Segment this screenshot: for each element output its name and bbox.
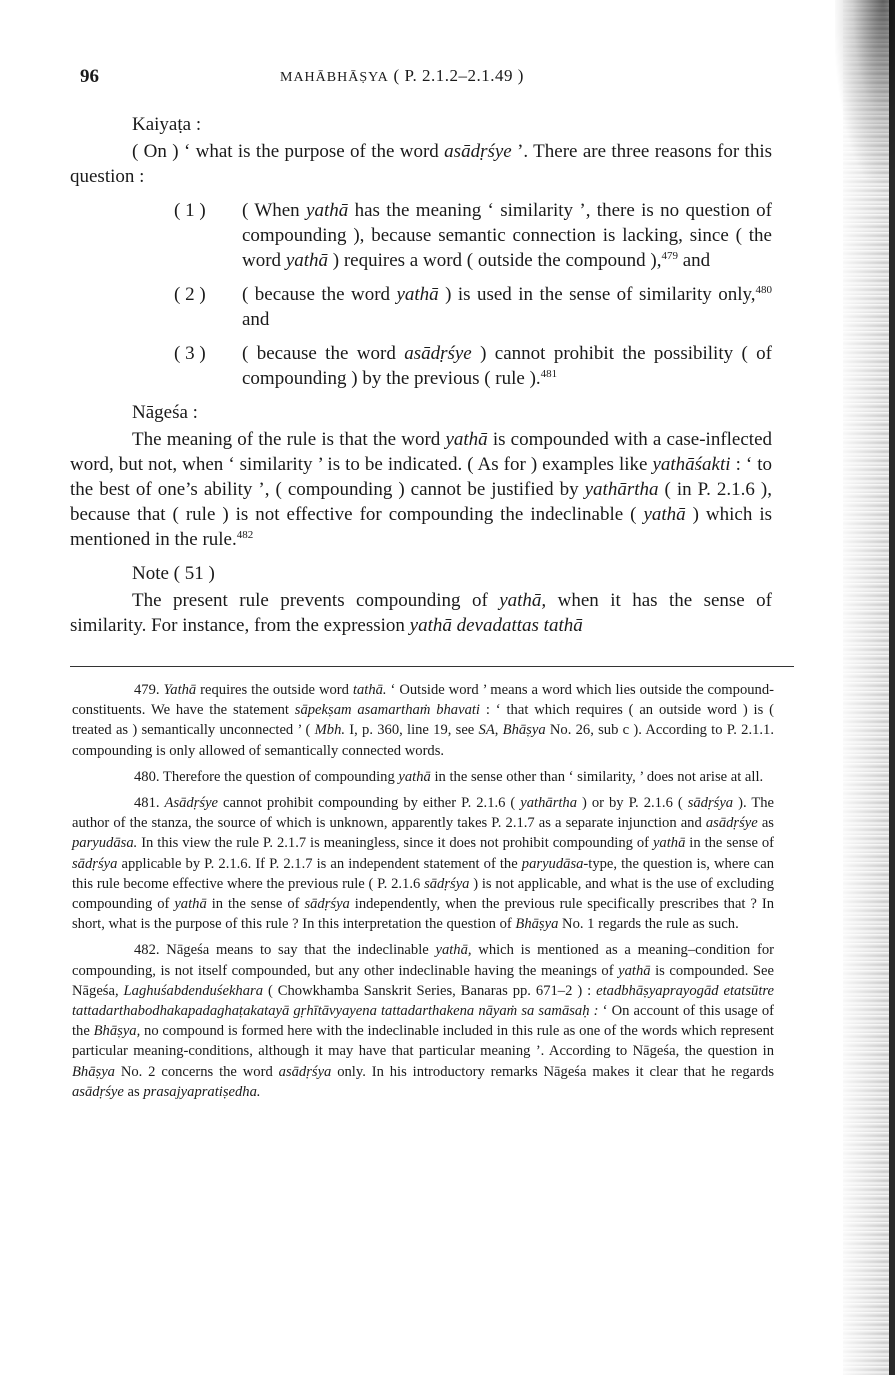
reason-item-3: ( 3 ) ( because the word asādṛśye ) cannot prohibit the possibility ( of compounding ) by the previous ( rule ).$^{481}$ xyxy=(174,343,772,389)
footnote-separator xyxy=(70,666,794,667)
footnote-ref: 482 xyxy=(236,529,254,541)
page-number: 96 xyxy=(80,66,99,87)
running-head xyxy=(80,66,780,92)
footnote-ref: 481 xyxy=(540,368,558,380)
footnote-481: 481. Asādṛśye cannot prohibit compounding by either P. 2.1.6 ( yathārtha ) or by P. 2.1.6 ( sādṛśya ). The author of the stanza, the source of which is unknown, apparently takes P. 2.1.7 as a separate injunction and asādṛśye as paryudāsa. In this view the rule P. 2.1.7 is meaningless, since it does not prohibit compounding of yathā in the sense of sādṛśya applicable by P. 2.1.6. If P. 2.1.7 is an independent statement of the paryudāsa-type, the question is, where can this rule become effective where the previous rule ( P. 2.1.6 sādṛśya ) is not applicable, and what is the use of excluding compounding of yathā in the sense of sādṛśya independently, when the previous rule specifically prescribes that ? In short, what is the purpose of this rule ? In this interpretation the question of Bhāṣya No. 1 regards the rule as such. xyxy=(72,795,775,933)
kaiyata-label: Kaiyaṭa : xyxy=(132,114,202,135)
scan-edge-shadow xyxy=(843,0,895,1375)
note-paragraph: The present rule prevents compounding of yathā, when it has the sense of similarity. For instance, from the expression yathā devadattas tathā xyxy=(70,590,772,636)
reason-number: ( 2 ) xyxy=(174,284,206,305)
reason-number: ( 3 ) xyxy=(174,343,206,364)
footnote-ref: 479 xyxy=(661,250,678,262)
running-title xyxy=(280,66,524,86)
reason-number: ( 1 ) xyxy=(174,200,206,221)
reason-item-1: ( 1 ) ( When yathā has the meaning ‘ similarity ’, there is no question of compounding ), because semantic connection is lacking, since ( the word yathā ) requires a word ( outside the compound ),$^{479}$ and xyxy=(174,200,772,271)
note-label: Note ( 51 ) xyxy=(132,563,215,584)
running-title-ref: ( P. 2.1.2–2.1.49 ) xyxy=(393,66,524,85)
footnote-480: 480. Therefore the question of compounding yathā in the sense other than ‘ similarity, ’ does not arise at all. xyxy=(134,768,764,785)
main-text xyxy=(70,112,772,638)
kaiyata-intro: ( On ) ‘ what is the purpose of the word asādṛśye ’. There are three reasons for this question : xyxy=(70,141,772,187)
nagesa-paragraph: The meaning of the rule is that the word yathā is compounded with a case-inflected word, but not, when ‘ similarity ’ is to be indicated. ( As for ) examples like yathāśakti : ‘ to the best of one’s ability ’, ( compounding ) cannot be justified by yathārtha ( in P. 2.1.6 ), because that ( rule ) is not effective for compounding the indeclinable ( yathā ) which is mentioned in the rule.$^{482}$ xyxy=(70,429,773,550)
footnote-ref: 480 xyxy=(755,284,772,296)
nagesa-label: Nāgeśa : xyxy=(132,402,198,423)
scan-corner-shadow xyxy=(835,0,895,180)
footnote-479: 479. Yathā requires the outside word tathā. ‘ Outside word ’ means a word which lies outside the compound-constituents. We have the statement sāpekṣam asamarthaṁ bhavati : ‘ that which requires ( an outside word ) is ( treated as ) semantically unconnected ’ ( Mbh. I, p. 360, line 19, see SA, Bhāṣya No. 26, sub c ). According to P. 2.1.1. compounding is only allowed of semantically connected words. xyxy=(72,682,775,759)
footnote-482: 482. Nāgeśa means to say that the indeclinable yathā, which is mentioned as a meaning–condition for compounding, is not itself compounded, but any other indeclinable having the meanings of yathā is compounded. See Nāgeśa, Laghuśabdenduśekhara ( Chowkhamba Sanskrit Series, Banaras pp. 671–2 ) : etadbhāṣyaprayogād etatsūtre tattadarthabodhakapadaghaṭakatayā gṛhītāvyayena tattadarthakena nāyaṁ sa samāsaḥ : ‘ On account of this usage of the Bhāṣya, no compound is formed here with the indeclinable included in this rule as one of the words which represent particular meaning-conditions, although it may have that particular meaning ’. According to Nāgeśa, the question in Bhāṣya No. 2 concerns the word asādṛśya only. In his introductory remarks Nāgeśa makes it clear that he regards asādṛśye as prasajyapratiṣedha. xyxy=(72,942,775,1100)
footnotes xyxy=(72,680,774,1108)
running-title-work: MAHĀBHĀṢYA xyxy=(280,70,389,85)
reason-item-2: ( 2 ) ( because the word yathā ) is used in the sense of similarity only,$^{480}$ and xyxy=(174,284,772,330)
